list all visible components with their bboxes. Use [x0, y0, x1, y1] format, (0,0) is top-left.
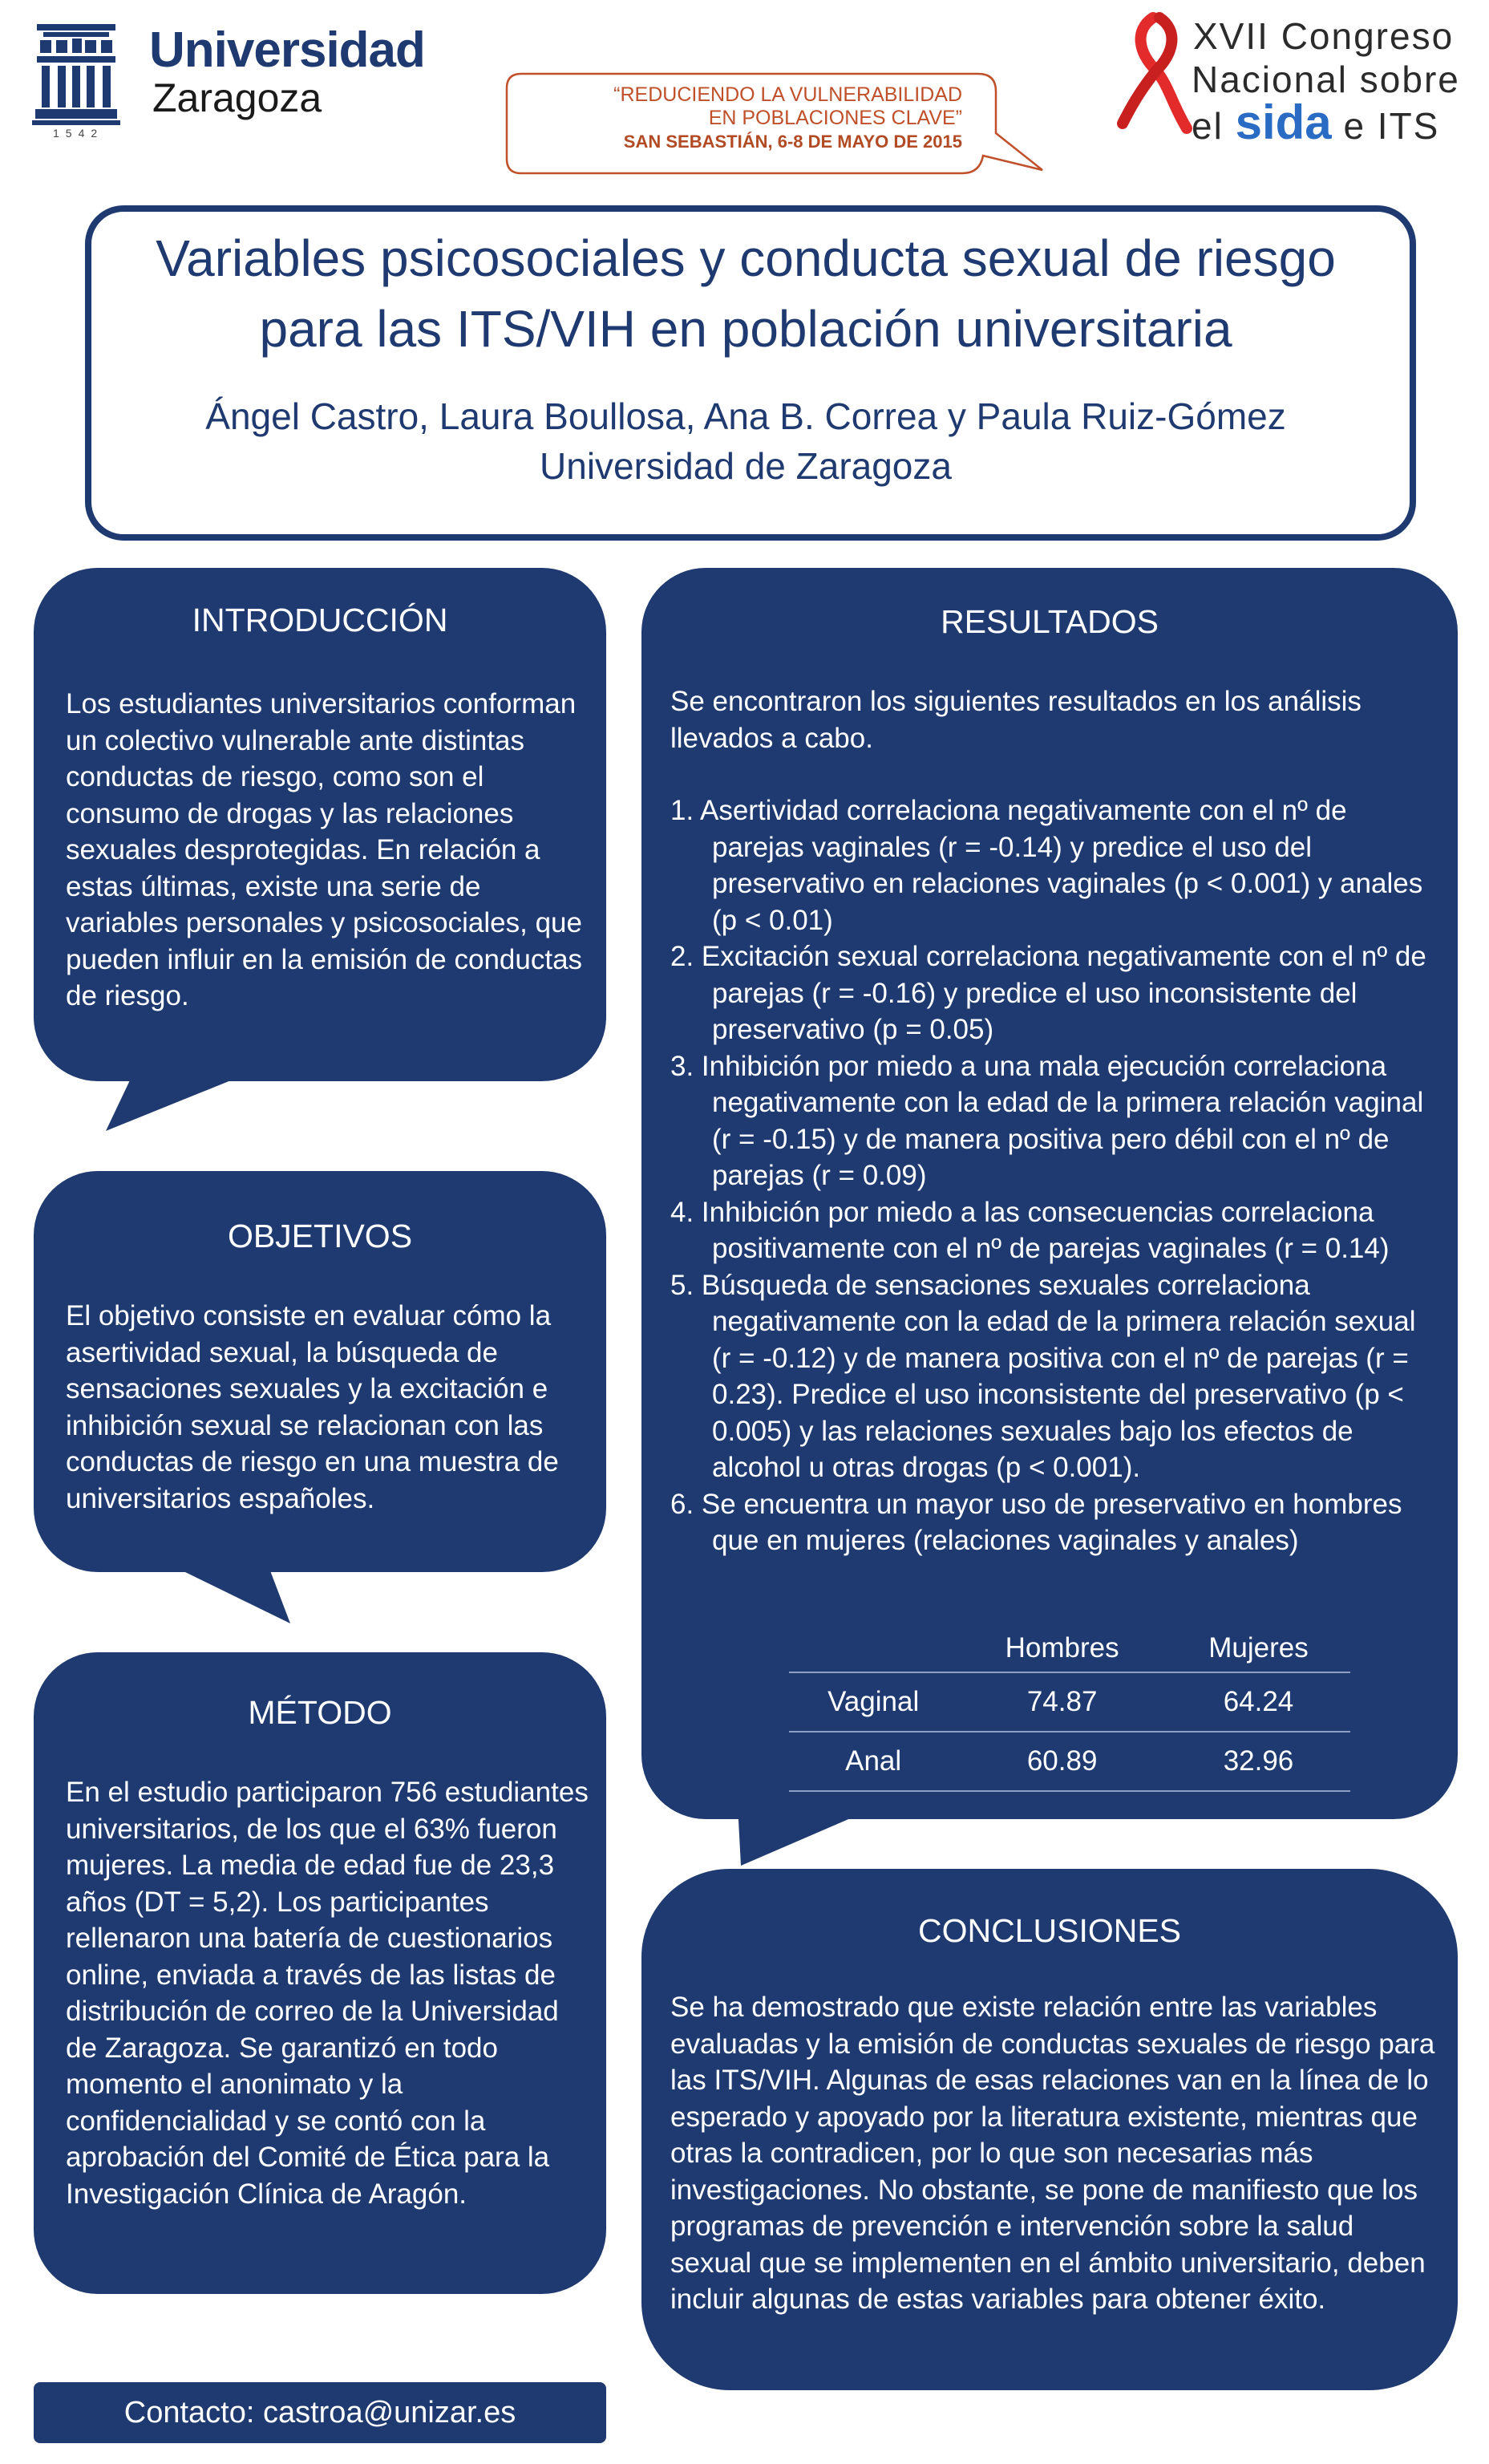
resultados-item: 5. Búsqueda de sensaciones sexuales correlaciona negativamente con la edad de la primera relación sexual (r = -0.12) y de manera positiva con el nº de parejas (r = 0.23). Predice el uso inconsistente del preservativo (p < 0.005) y las relaciones sexuales bajo los efectos de alcohol u otras drogas (p < 0.001). — [670, 1269, 1416, 1483]
resultados-item: 2. Excitación sexual correlaciona negativamente con el nº de parejas (r = -0.16) y predice el uso inconsistente del preservativo (p = 0.05) — [670, 941, 1426, 1045]
resultados-item: 6. Se encuentra un mayor uso de preservativo en hombres que en mujeres (relaciones vaginales y anales) — [670, 1488, 1402, 1556]
condom-use-table — [789, 1625, 1350, 1792]
resultados-item: 4. Inhibición por miedo a las consecuencias correlaciona positivamente con el nº de parejas vaginales (r = 0.14) — [670, 1196, 1390, 1264]
resultados-intro: Se encontraron los siguientes resultados en los análisis llevados a cabo. — [670, 686, 1362, 754]
introduccion-text: Los estudiantes universitarios conforman un colectivo vulnerable ante distintas conductas de riesgo, como son el consumo de drogas y las relaciones sexuales desprotegidas. En relación a estas últimas, existe una serie de variables personales y psicosociales, que pueden influir en la emisión de conductas de riesgo. — [66, 688, 583, 1011]
congress-sida: sida — [1235, 95, 1332, 149]
conclusiones-heading: CONCLUSIONES — [917, 1912, 1182, 1949]
table-row-label: Vaginal — [789, 1672, 957, 1732]
table-header-mujeres: Mujeres — [1208, 1632, 1309, 1664]
table-header-empty — [789, 1625, 957, 1672]
poster-affiliation: Universidad de Zaragoza — [540, 445, 952, 487]
table-header-row — [789, 1625, 1350, 1672]
resultados-list — [670, 792, 1440, 1559]
table-row — [789, 1732, 1350, 1791]
congress-line-1: XVII Congreso — [1193, 15, 1455, 57]
table-cell-mujeres: 32.96 — [1167, 1732, 1350, 1791]
table-cell-hombres: 60.89 — [957, 1732, 1167, 1791]
objetivos-heading: OBJETIVOS — [227, 1218, 413, 1254]
metodo-text: En el estudio participaron 756 estudiantes universitarios, de los que el 63% fueron mujeres. La media de edad fue de 23,3 años (DT = 5,2). Los participantes rellenaron una batería de cuestionarios online, enviada a través de las listas de distribución de correo de la Universidad de Zaragoza. Se garantizó en todo momento el anonimato y la confidencialidad y se contó con la aprobación del Comité de Ética para la Investigación Clínica de Aragón. — [66, 1777, 589, 2210]
table-row — [789, 1672, 1350, 1732]
resultados-item: 3. Inhibición por miedo a una mala ejecución correlaciona negativamente con la edad de la primera relación vaginal (r = -0.15) y de manera positiva pero débil con el nº de parejas (r = 0.09) — [670, 1050, 1424, 1191]
table-header-hombres: Hombres — [1005, 1632, 1119, 1664]
poster-title: Variables psicosociales y conducta sexual de riesgo para las ITS/VIH en población universitaria — [156, 229, 1336, 358]
slogan-line-3: SAN SEBASTIÁN, 6-8 DE MAYO DE 2015 — [623, 132, 962, 152]
university-founding-year: 1542 — [53, 127, 104, 140]
table-row-label: Anal — [789, 1732, 957, 1791]
metodo-heading: MÉTODO — [248, 1694, 392, 1731]
resultados-item: 1. Asertividad correlaciona negativamente con el nº de parejas vaginales (r = -0.14) y predice el uso del preservativo en relaciones vaginales (p < 0.001) y anales (p < 0.01) — [670, 795, 1423, 936]
conclusiones-text: Se ha demostrado que existe relación entre las variables evaluadas y la emisión de conductas sexuales de riesgo para las ITS/VIH. Algunas de esas relaciones van en la línea de lo esperado y apoyado por la literatura existente, mientras que otras la contradicen, por lo que son necesarias más investigaciones. No obstante, se pone de manifiesto que los programas de prevención e intervención sobre la salud sexual que se implementen en el ámbito universitario, deben incluir algunas de estas variables para obtener éxito. — [670, 1992, 1435, 2315]
resultados-heading: RESULTADOS — [941, 603, 1159, 640]
university-city: Zaragoza — [152, 75, 322, 120]
objetivos-text: El objetivo consiste en evaluar cómo la asertividad sexual, la búsqueda de sensaciones sexuales y la excitación e inhibición sexual se relacionan con las conductas de riesgo en una muestra de universitarios españoles. — [66, 1300, 559, 1514]
congress-line-2: Nacional sobre — [1192, 59, 1460, 100]
poster-authors: Ángel Castro, Laura Boullosa, Ana B. Correa y Paula Ruiz-Gómez — [205, 395, 1286, 437]
slogan-line-1: “REDUCIENDO LA VULNERABILIDAD — [613, 83, 962, 106]
introduccion-heading: INTRODUCCIÓN — [192, 602, 448, 638]
contact-email[interactable]: Contacto: castroa@unizar.es — [123, 2396, 516, 2430]
table-cell-mujeres: 64.24 — [1167, 1672, 1350, 1732]
congress-el: el — [1192, 105, 1224, 147]
slogan-line-2: EN POBLACIONES CLAVE” — [708, 107, 962, 129]
university-name: Universidad — [149, 22, 425, 78]
table-cell-hombres: 74.87 — [957, 1672, 1167, 1732]
congress-its: e ITS — [1343, 105, 1440, 147]
